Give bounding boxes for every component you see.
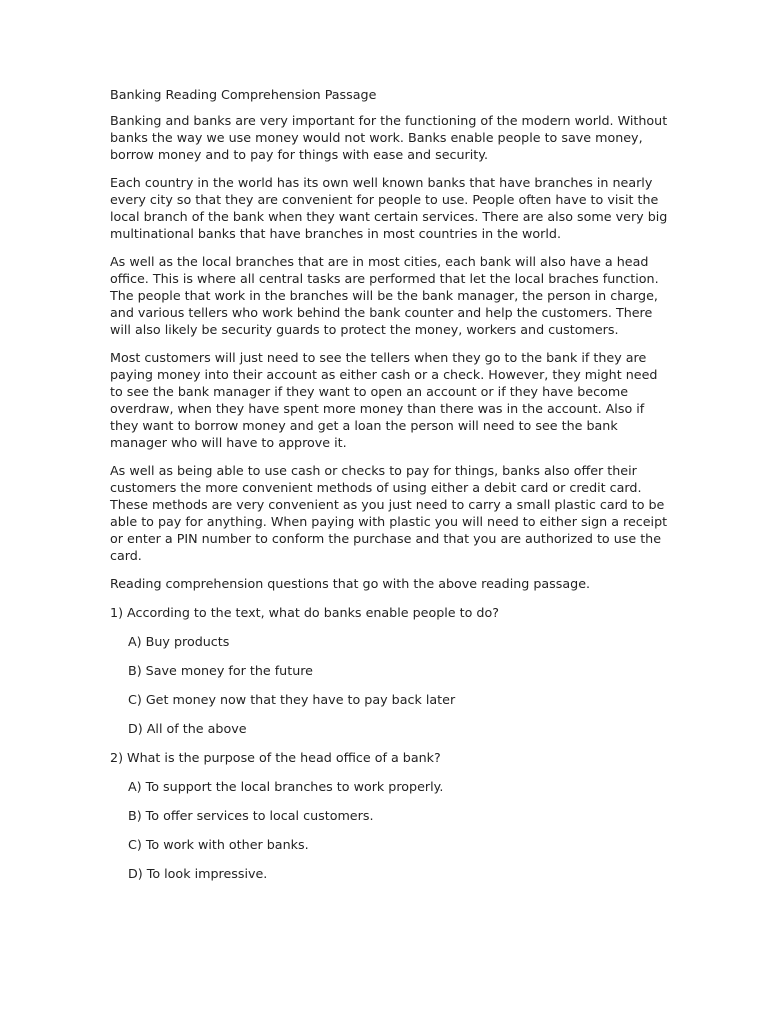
question-2-option-b: B) To offer services to local customers. — [128, 808, 374, 823]
question-block-2 — [110, 749, 670, 882]
question-2-option-a: A) To support the local branches to work properly. — [128, 779, 444, 794]
question-1-option-d: D) All of the above — [128, 721, 247, 736]
question-1-option-a: A) Buy products — [128, 634, 230, 649]
passage-paragraph-4: Most customers will just need to see the tellers when they go to the bank if they are paying money into their account as either cash or a check. However, they might need to see the bank manager if they want to open an account or if they have become overdraw, when they have spent more money than there was in the account. Also if they want to borrow money and get a loan the person will need to see the bank manager who will have to approve it. — [110, 350, 658, 450]
passage-paragraph-2: Each country in the world has its own well known banks that have branches in nearly every city so that they are convenient for people to use. People often have to visit the local branch of the bank when they want certain services. There are also some very big multinational banks that have branches in most countries in the world. — [110, 175, 668, 241]
questions-intro: Reading comprehension questions that go with the above reading passage. — [110, 576, 591, 591]
passage-paragraph-5: As well as being able to use cash or checks to pay for things, banks also offer their customers the more convenient methods of using either a debit card or credit card. These methods are very convenient as you just need to carry a small plastic card to be able to pay for anything. When paying with plastic you will need to either sign a receipt or enter a PIN number to conform the purchase and that you are authorized to use the card. — [110, 463, 668, 563]
question-2-option-d: D) To look impressive. — [128, 866, 268, 881]
document-page — [110, 86, 670, 894]
question-block-1 — [110, 604, 670, 737]
question-1-option-b: B) Save money for the future — [128, 663, 313, 678]
question-1-text: 1) According to the text, what do banks enable people to do? — [110, 605, 499, 620]
question-1-option-c: C) Get money now that they have to pay back later — [128, 692, 456, 707]
passage-paragraph-1: Banking and banks are very important for the functioning of the modern world. Without banks the way we use money would not work. Banks enable people to save money, borrow money and to pay for things with ease and security. — [110, 113, 668, 162]
passage-paragraph-3: As well as the local branches that are in most cities, each bank will also have a head office. This is where all central tasks are performed that let the local braches function. The people that work in the branches will be the bank manager, the person in charge, and various tellers who work behind the bank counter and help the customers. There will also likely be security guards to protect the money, workers and customers. — [110, 254, 659, 337]
question-2-text: 2) What is the purpose of the head office of a bank? — [110, 750, 441, 765]
question-2-option-c: C) To work with other banks. — [128, 837, 309, 852]
document-title: Banking Reading Comprehension Passage — [110, 87, 377, 102]
